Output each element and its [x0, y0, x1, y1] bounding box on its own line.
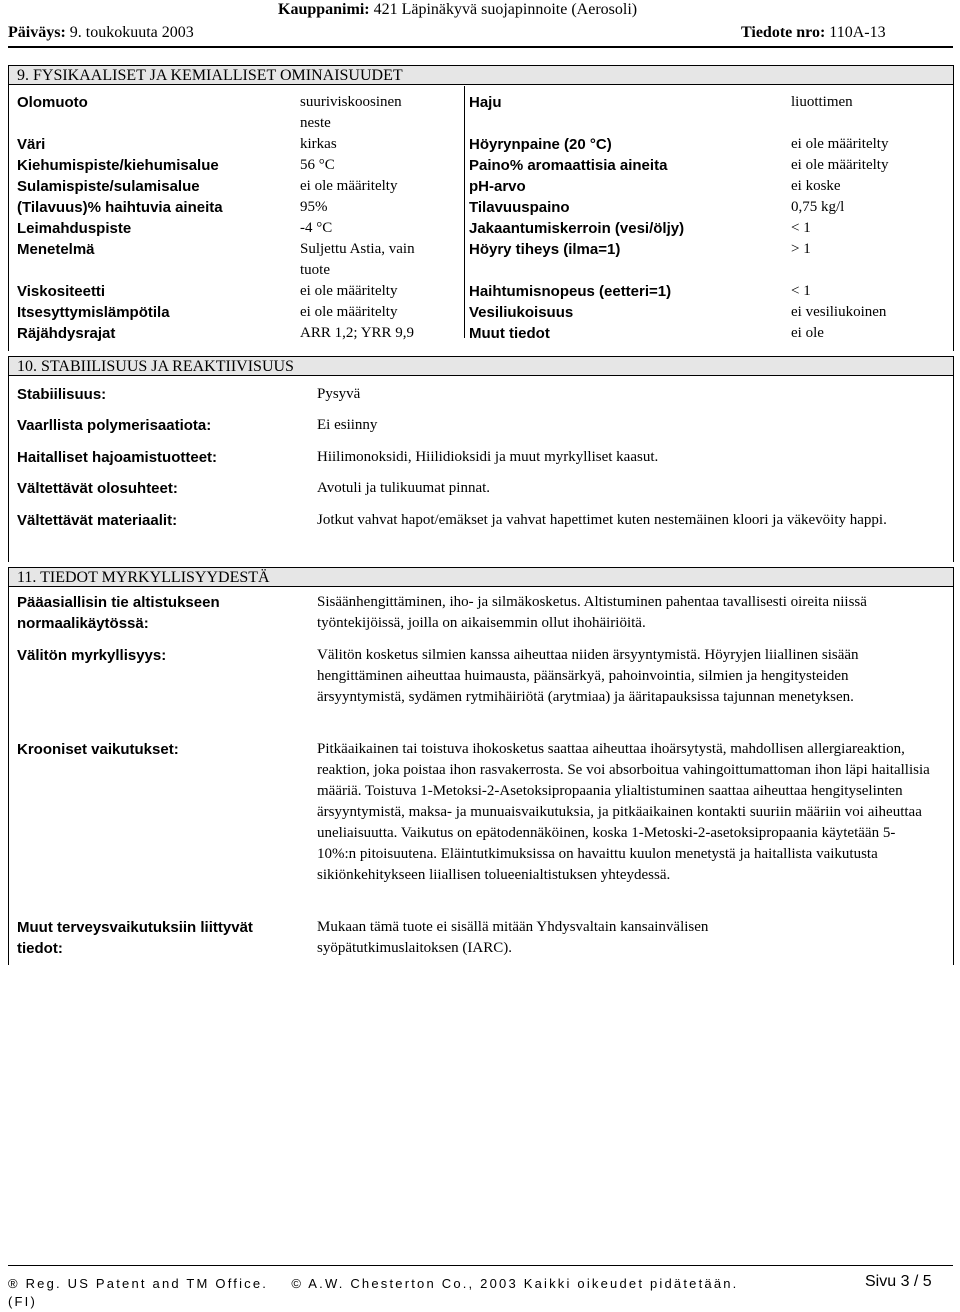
property-label: Paino% aromaattisia aineita — [469, 157, 668, 174]
exposure-route-label: Pääasiallisin tie altistukseen normaalikäytössä: — [17, 594, 220, 632]
trade-name-label: Kauppanimi: — [278, 1, 370, 18]
property-label: Räjähdysrajat — [17, 325, 116, 342]
property-label: Jakaantumiskerroin (vesi/öljy) — [469, 220, 685, 237]
registered-trademark-icon: ® — [8, 1276, 20, 1291]
property-value: ei koske — [791, 178, 841, 194]
property-label: Väri — [17, 136, 46, 153]
property-value: ei ole — [791, 325, 824, 341]
property-value: Suljettu Astia, vain — [300, 241, 415, 257]
trade-name-value: 421 Läpinäkyvä suojapinnoite (Aerosoli) — [373, 1, 638, 18]
property-value: < 1 — [791, 220, 811, 236]
property-label: Höyrynpaine (20 °C) — [469, 136, 612, 153]
property-value: ei ole määritelty — [300, 178, 398, 194]
materials-to-avoid-label: Vältettävät materiaalit: — [17, 512, 178, 529]
property-value: ei ole määritelty — [791, 136, 889, 152]
section-9-title: 9. FYSIKAALISET JA KEMIALLISET OMINAISUUDET — [9, 65, 953, 85]
section-11-title: 11. TIEDOT MYRKYLLISYYDESTÄ — [9, 567, 953, 587]
property-label: Menetelmä — [17, 241, 95, 258]
property-value: < 1 — [791, 283, 811, 299]
property-value: ARR 1,2; YRR 9,9 — [300, 325, 415, 341]
date — [8, 22, 194, 43]
polymerization-label: Vaarllista polymerisaatiota: — [17, 417, 212, 434]
property-label: Sulamispiste/sulamisalue — [17, 178, 200, 195]
decomposition-label: Haitalliset hajoamistuotteet: — [17, 449, 218, 466]
bulletin-value: 110A-13 — [829, 24, 886, 41]
property-value: 0,75 kg/l — [791, 199, 845, 215]
date-label: Päiväys: — [8, 24, 66, 41]
section-9-column-divider — [464, 86, 465, 338]
property-value: 95% — [300, 199, 328, 215]
property-value: > 1 — [791, 241, 811, 257]
section-9 — [8, 65, 954, 351]
property-label: Haihtumisnopeus (eetteri=1) — [469, 283, 672, 300]
conditions-to-avoid-label: Vältettävät olosuhteet: — [17, 480, 178, 497]
property-label: Kiehumispiste/kiehumisalue — [17, 157, 219, 174]
acute-toxicity-value: Välitön kosketus silmien kanssa aiheuttaa niiden ärsyyntymistä. Höyryjen liiallinen sisään hengittäminen aiheuttaa huimausta, päänsärkyä, pahoinvointia, silmien ja hengitysteiden ärsyyntymistä, sydämen rytmihäiriötä (arytmiaa) ja ääritapauksissa tajunnan menetyksen. — [317, 647, 859, 705]
property-label: Itsesyttymislämpötila — [17, 304, 170, 321]
property-label: Tilavuuspaino — [469, 199, 570, 216]
page-number: Sivu 3 / 5 — [865, 1273, 932, 1290]
bulletin-number — [741, 22, 886, 43]
property-value: -4 °C — [300, 220, 333, 236]
other-health-effects-label: Muut terveysvaikutuksiin liittyvät tiedot: — [17, 919, 253, 957]
acute-toxicity-label: Välitön myrkyllisyys: — [17, 647, 167, 664]
bulletin-label: Tiedote nro: — [741, 24, 826, 41]
property-value: ei ole määritelty — [300, 283, 398, 299]
property-label: Muut tiedot — [469, 325, 550, 342]
property-label: Viskositeetti — [17, 283, 106, 300]
footer-locale: (FI) — [8, 1294, 38, 1309]
trade-name — [278, 0, 637, 20]
property-label: pH-arvo — [469, 178, 526, 195]
property-label: Vesiliukoisuus — [469, 304, 574, 321]
property-label: Olomuoto — [17, 94, 88, 111]
copyright-icon: © — [291, 1276, 304, 1291]
property-label: Höyry tiheys (ilma=1) — [469, 241, 621, 258]
footer-legal — [8, 1273, 739, 1294]
section-11 — [8, 567, 954, 965]
exposure-route-value: Sisäänhengittäminen, iho- ja silmäkosketus. Altistuminen pahentaa tavallisesti oireita niissä työntekijöissä, joilla on aikaisemmin ollut ihohäiriöitä. — [317, 594, 867, 631]
property-label: Leimahduspiste — [17, 220, 132, 237]
property-label: Haju — [469, 94, 502, 111]
reg-text: Reg. US Patent and TM Office. — [25, 1276, 269, 1291]
property-value: ei ole määritelty — [791, 157, 889, 173]
date-value: 9. toukokuuta 2003 — [69, 24, 194, 41]
materials-to-avoid-value: Jotkut vahvat hapot/emäkset ja vahvat hapettimet kuten nestemäinen kloori ja väkevöity happi. — [317, 512, 887, 528]
polymerization-value: Ei esiinny — [317, 417, 378, 433]
property-value: ei vesiliukoinen — [791, 304, 887, 320]
chronic-effects-label: Krooniset vaikutukset: — [17, 741, 179, 758]
stability-label: Stabiilisuus: — [17, 386, 107, 403]
section-10-title: 10. STABIILISUUS JA REAKTIIVISUUS — [9, 356, 953, 376]
footer-divider — [8, 1265, 953, 1266]
property-value: suuriviskoosinen — [300, 94, 402, 110]
property-value: 56 °C — [300, 157, 335, 173]
property-value: ei ole määritelty — [300, 304, 398, 320]
property-label: (Tilavuus)% haihtuvia aineita — [17, 199, 223, 216]
other-health-effects-value: Mukaan tämä tuote ei sisällä mitään Yhdysvaltain kansainvälisen syöpätutkimuslaitoksen (IARC). — [317, 919, 709, 956]
section-10 — [8, 356, 954, 562]
copyright-text: A.W. Chesterton Co., 2003 Kaikki oikeudet pidätetään. — [308, 1276, 739, 1291]
property-value: liuottimen — [791, 94, 853, 110]
header-divider — [8, 46, 953, 48]
property-value: neste — [300, 115, 331, 131]
stability-value: Pysyvä — [317, 386, 361, 402]
chronic-effects-value: Pitkäaikainen tai toistuva ihokosketus saattaa aiheuttaa ihoärsytystä, mahdollisen allergiareaktion, reaktion, joka poistaa ihon rasvakerrosta. Se voi absorboitua vahingoittumattoman ihon läpi haitallisia määriä. Toistuva 1-Metoksi-2-Asetoksipropaania ylialtistuminen saattaa aiheuttaa hengityselinten ärsyyntymistä, maksa- ja munuaisvaikutuksia, ja pitkäaikainen kontakti suuriin määriin voi aiheuttaa uneliaisuutta. Vaikutus on epätodennäköinen, koska 1-Metoski-2-asetoksipropaania käytetään 5-10%:n pitoisuutena. Eläintutkimuksissa on havaittu kuulon menetystä ja haitallista vaikutusta sikiönkehitykseen liiallisen tolueenialtistuksen yhteydessä. — [317, 741, 930, 883]
conditions-to-avoid-value: Avotuli ja tulikuumat pinnat. — [317, 480, 491, 496]
decomposition-value: Hiilimonoksidi, Hiilidioksidi ja muut myrkylliset kaasut. — [317, 449, 659, 465]
property-value: tuote — [300, 262, 330, 278]
property-value: kirkas — [300, 136, 337, 152]
